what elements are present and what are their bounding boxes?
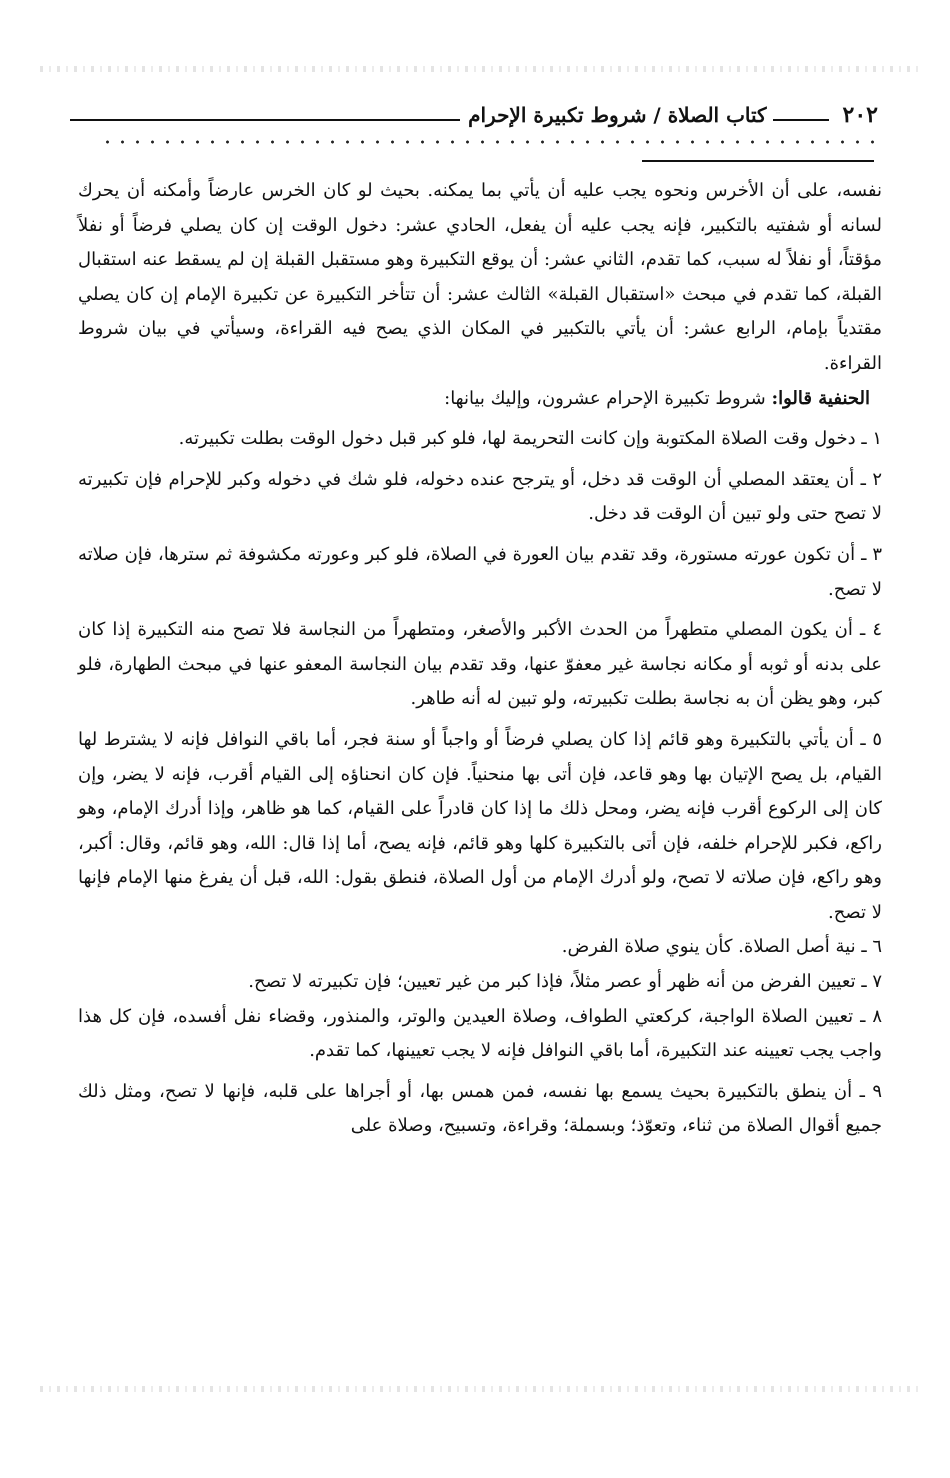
hanafi-lead: الحنفية قالوا: xyxy=(771,387,870,409)
condition-item-3: ٣ ـ أن تكون عورته مستورة، وقد تقدم بيان العورة في الصلاة، فلو كبر وعورته مكشوفة ثم سترها، فإن صلاته لا تصح. xyxy=(78,543,882,600)
header-rule-short xyxy=(773,119,829,121)
paragraph-continuation: نفسه، على أن الأخرس ونحوه يجب عليه أن يأتي بما يمكنه. بحيث لو كان الخرس عارضاً وأمكنه أن يحرك لسانه أو شفتيه بالتكبير، فإنه يجب عليه أن يفعل، الحادي عشر: دخول الوقت إن كان يصلي فرضاً أو نفلاً مؤقتاً، أو نفلاً له سبب، كما تقدم، الثاني عشر: أن يوقع التكبيرة وهو مستقبل القبلة إن لم يسقط عنه استقبال القبلة، كما تقدم في مبحث «استقبال القبلة» الثالث عشر: أن تتأخر التكبيرة عن تكبيرة الإمام إن كان يصلي مقتدياً بإمام، الرابع عشر: أن يأتي بالتكبير في المكان الذي يصح فيه القراءة، وسيأتي في بيان شروط القراءة. xyxy=(78,180,882,374)
condition-item-7: ٧ ـ تعيين الفرض من أنه ظهر أو عصر مثلاً، فإذا كبر من غير تعيين؛ فإن تكبيرته لا تصح. xyxy=(248,971,882,993)
condition-item-2: ٢ ـ أن يعتقد المصلي أن الوقت قد دخل، أو يترجح عنده دخوله، فلو شك في دخوله وكبر للإحرام فإن تكبيرته لا تصح حتى ولو تبين أن الوقت قد دخل. xyxy=(78,468,882,525)
hanafi-intro xyxy=(78,382,882,417)
condition-item-6: ٦ ـ نية أصل الصلاة. كأن ينوي صلاة الفرض. xyxy=(561,936,882,958)
header-rule-long xyxy=(70,119,460,121)
footnote-separator-rule xyxy=(642,160,874,162)
condition-item-9: ٩ ـ أن ينطق بالتكبيرة بحيث يسمع بها نفسه، فمن همس بها، أو أجراها على قلبه، فإنها لا تصح، ومثل ذلك جميع أقوال الصلاة من ثناء، وتعوّذ؛ وبسملة؛ وقراءة، وتسبيح، وصلاة على xyxy=(78,1080,882,1137)
body-text xyxy=(78,174,882,1144)
condition-item-4: ٤ ـ أن يكون المصلي متطهراً من الحدث الأكبر والأصغر، ومتطهراً من النجاسة فلا تصح منه التكبيرة إذا كان على بدنه أو ثوبه أو مكانه نجاسة غير معفوّ عنها، وقد تقدم بيان النجاسة المعفو عنها في مبحث الطهارة، فلو كبر، وهو يظن أن به نجاسة بطلت تكبيرته، ولو تبين له أنه طاهر. xyxy=(78,619,882,710)
condition-item-1: ١ ـ دخول وقت الصلاة المكتوبة وإن كانت التحريمة لها، فلو كبر قبل دخول الوقت بطلت تكبيرته. xyxy=(178,428,882,450)
scan-noise-top xyxy=(40,66,920,72)
condition-item-8: ٨ ـ تعيين الصلاة الواجبة، كركعتي الطواف، وصلاة العيدين والوتر، والمنذور، وقضاء نفل أفسده، فإن كل هذا واجب يجب تعيينه عند التكبيرة، أما باقي النوافل فإنه لا يجب تعيينها، كما تقدم. xyxy=(78,1005,882,1062)
page-header xyxy=(70,98,878,132)
running-title: كتاب الصلاة / شروط تكبيرة الإحرام xyxy=(468,103,767,127)
condition-item-5: ٥ ـ أن يأتي بالتكبيرة وهو قائم إذا كان يصلي فرضاً أو واجباً أو سنة فجر، أما باقي النوافل فإنه لا يشترط لها القيام، بل يصح الإتيان بها وهو قاعد، فإن أتى بها منحنياً. فإن كان انحناؤه إلى القيام أقرب، فإنه لا يضر، وإن كان إلى الركوع أقرب فإنه يضر، ومحل ذلك ما إذا كان قادراً على القيام، كما هو ظاهر، وإذا أدرك الإمام، وهو راكع، فكبر للإحرام خلفه، فإن أتى بالتكبيرة كلها وهو قائم، فإنه يصح، أما إذا قال: الله، وهو قائم، وقال: أكبر، وهو راكع، فإن صلاته لا تصح، ولو أدرك الإمام من أول الصلاة، فنطق بقول: الله، قبل أن يفرغ منها الإمام فإنها لا تصح. xyxy=(78,728,882,923)
page-number: ٢٠٢ xyxy=(842,102,878,128)
scan-noise-bottom xyxy=(40,1386,920,1392)
hanafi-rest: شروط تكبيرة الإحرام عشرون، وإليك بيانها: xyxy=(444,387,766,409)
header-dotted-line xyxy=(100,138,880,146)
